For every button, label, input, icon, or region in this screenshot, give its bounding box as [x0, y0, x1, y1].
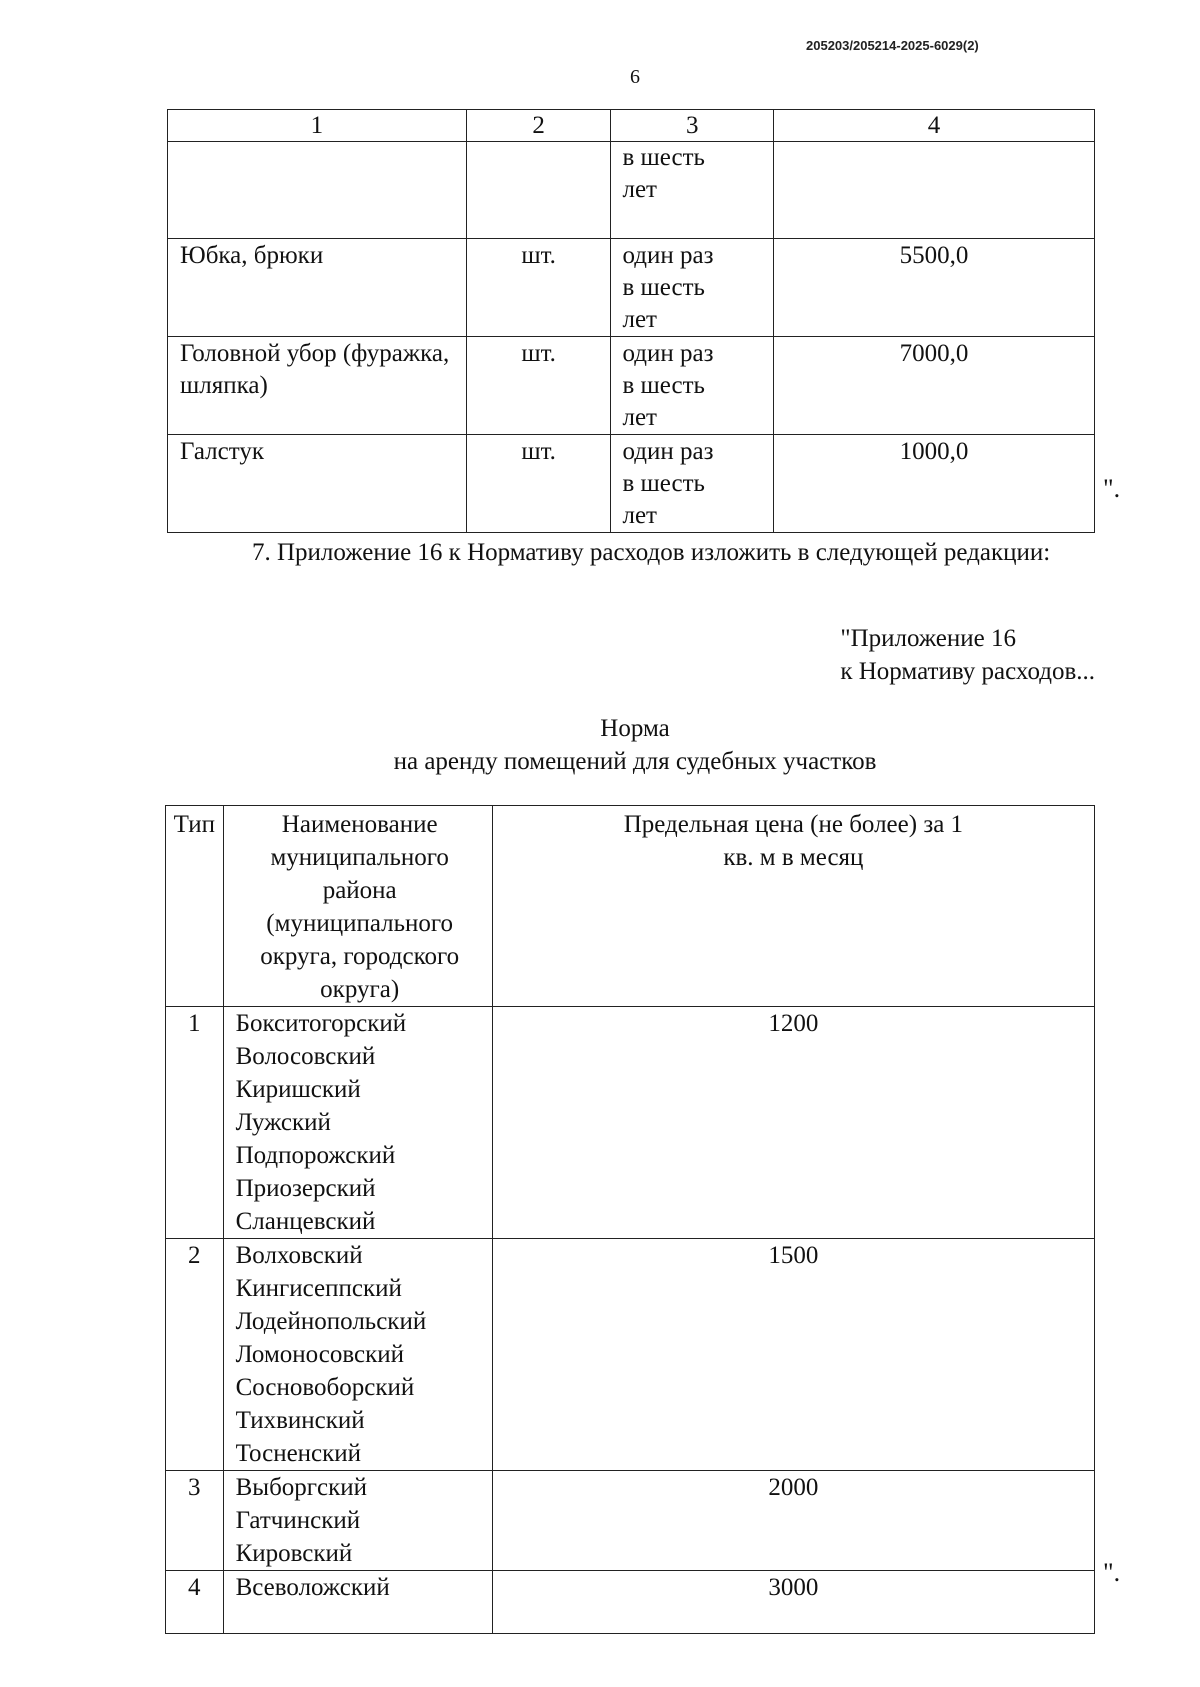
frequency-line: лет	[622, 404, 657, 431]
item-name-cell: Юбка, брюки	[168, 239, 467, 337]
column-header: 4	[774, 110, 1095, 142]
attachment-reference	[840, 622, 1095, 688]
districts-cell	[223, 1239, 492, 1471]
district-name: Тосненский	[235, 1440, 362, 1467]
district-name: Приозерский	[235, 1175, 376, 1202]
table-row	[168, 142, 1095, 239]
table-row	[166, 1007, 1095, 1239]
frequency-line: лет	[622, 502, 657, 529]
district-name: Кировский	[235, 1540, 353, 1567]
district-name: Лужский	[235, 1109, 331, 1136]
column-header-type: Тип	[166, 806, 224, 1007]
type-cell: 2	[166, 1239, 224, 1471]
district-name: Волосовский	[235, 1043, 376, 1070]
frequency-line: в шесть	[622, 470, 705, 497]
district-name: Тихвинский	[235, 1407, 365, 1434]
district-name: Выборгский	[235, 1474, 368, 1501]
clothing-norms-table	[167, 109, 1095, 533]
price-cell: 3000	[492, 1571, 1094, 1634]
column-header: 3	[611, 110, 774, 142]
frequency-line: один раз	[622, 242, 714, 269]
table-row	[168, 435, 1095, 533]
district-name: Киришский	[235, 1076, 361, 1103]
table-row	[166, 1571, 1095, 1634]
attachment-line: "Приложение 16	[840, 625, 1016, 652]
section-heading	[0, 712, 1200, 778]
unit-cell	[466, 142, 611, 239]
frequency-cell	[611, 142, 774, 239]
table-row	[166, 1471, 1095, 1571]
type-cell: 4	[166, 1571, 224, 1634]
type-cell: 1	[166, 1007, 224, 1239]
frequency-line: один раз	[622, 340, 714, 367]
price-cell: 5500,0	[774, 239, 1095, 337]
heading-subtitle: на аренду помещений для судебных участков	[393, 748, 877, 775]
frequency-line: лет	[622, 306, 657, 333]
unit-cell: шт.	[466, 239, 611, 337]
district-name: Бокситогорский	[235, 1010, 407, 1037]
type-cell: 3	[166, 1471, 224, 1571]
table-row	[168, 337, 1095, 435]
column-header: 1	[168, 110, 467, 142]
table2-closing-quote: ".	[1103, 1558, 1121, 1587]
page-number: 6	[630, 66, 640, 88]
rent-norms-table	[165, 805, 1095, 1634]
price-cell: 2000	[492, 1471, 1094, 1571]
price-cell	[774, 142, 1095, 239]
column-header-price: Предельная цена (не более) за 1 кв. м в месяц	[492, 806, 1094, 1007]
district-name: Сосновоборский	[235, 1374, 415, 1401]
frequency-line: в шесть	[622, 144, 705, 171]
amendment-paragraph: 7. Приложение 16 к Нормативу расходов изложить в следующей редакции:	[252, 539, 1051, 566]
table-header-row	[166, 806, 1095, 1007]
attachment-line: к Нормативу расходов...	[840, 658, 1095, 685]
frequency-line: лет	[622, 176, 657, 203]
district-name: Волховский	[235, 1242, 363, 1269]
district-name: Сланцевский	[235, 1208, 376, 1235]
frequency-line: в шесть	[622, 274, 705, 301]
district-name: Ломоносовский	[235, 1341, 405, 1368]
table1-closing-quote: ".	[1103, 474, 1121, 503]
price-cell: 1000,0	[774, 435, 1095, 533]
price-cell: 1200	[492, 1007, 1094, 1239]
table-row	[168, 239, 1095, 337]
district-name: Гатчинский	[235, 1507, 361, 1534]
table-row	[166, 1239, 1095, 1471]
price-cell: 7000,0	[774, 337, 1095, 435]
item-name-cell: Галстук	[168, 435, 467, 533]
districts-cell	[223, 1571, 492, 1634]
column-header-district: Наименование муниципального района (муниципального округа, городского округа)	[223, 806, 492, 1007]
frequency-cell	[611, 239, 774, 337]
district-name: Кингисеппский	[235, 1275, 402, 1302]
item-name-cell	[168, 142, 467, 239]
districts-cell	[223, 1007, 492, 1239]
column-header: 2	[466, 110, 611, 142]
heading-title: Норма	[600, 715, 670, 742]
district-name: Подпорожский	[235, 1142, 396, 1169]
item-name-cell: Головной убор (фуражка, шляпка)	[168, 337, 467, 435]
document-id: 205203/205214-2025-6029(2)	[806, 38, 979, 53]
frequency-line: один раз	[622, 438, 714, 465]
district-name: Всеволожский	[235, 1574, 390, 1601]
frequency-cell	[611, 337, 774, 435]
unit-cell: шт.	[466, 435, 611, 533]
price-cell: 1500	[492, 1239, 1094, 1471]
frequency-cell	[611, 435, 774, 533]
frequency-line: в шесть	[622, 372, 705, 399]
districts-cell	[223, 1471, 492, 1571]
unit-cell: шт.	[466, 337, 611, 435]
district-name: Лодейнопольский	[235, 1308, 427, 1335]
table-header-row	[168, 110, 1095, 142]
